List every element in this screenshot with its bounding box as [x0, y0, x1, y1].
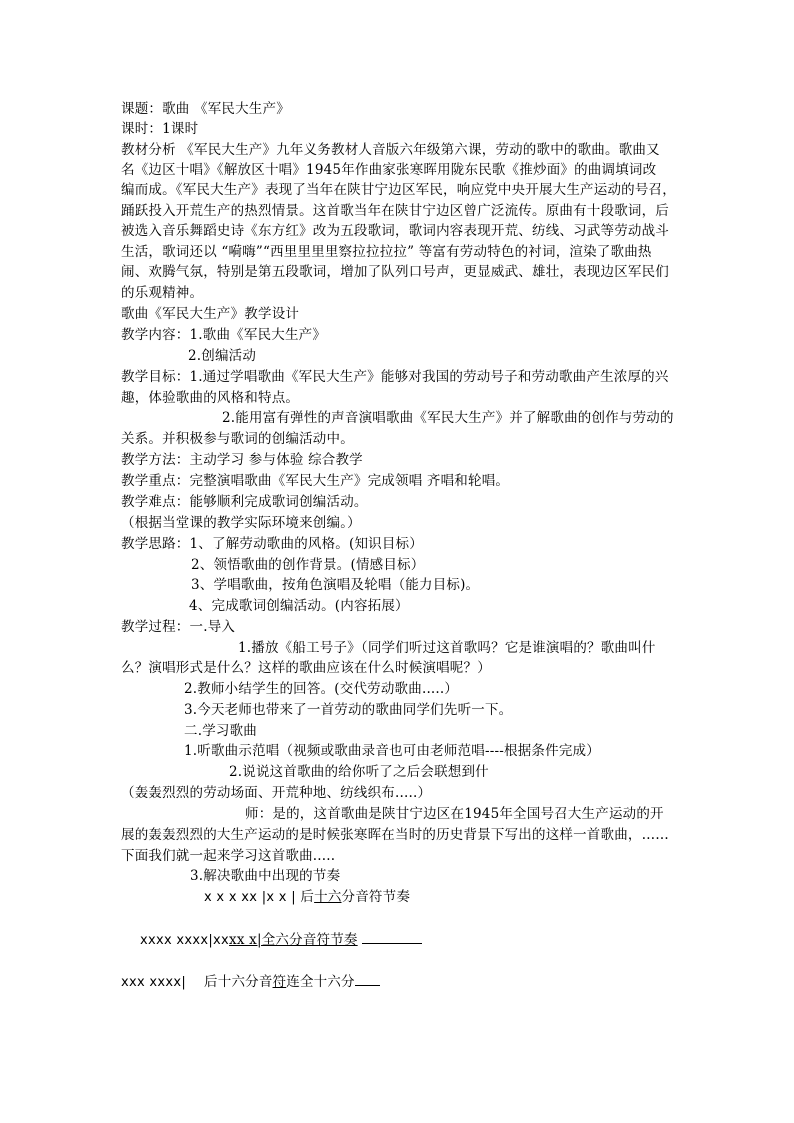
rhythm-label-underlined: 十六 — [314, 889, 342, 905]
process-line: 3.解决歌曲中出现的节奏 — [190, 868, 341, 884]
process-line: 3.今天老师也带来了一首劳动的歌曲同学们先听一下。 — [184, 702, 513, 718]
process-line: 下面我们就一起来学习这首歌曲..... — [121, 848, 336, 864]
rhythm-label: 连全十六分 — [286, 974, 355, 990]
process-line: 展的轰轰烈烈的大生产运动的是时候张寒晖在当时的历史背景下写出的这样一首歌曲，…… — [121, 827, 669, 843]
lesson-duration: 课时：1课时 — [121, 121, 199, 137]
difficulty-line: 教学难点：能够顺利完成歌词创编活动。 — [121, 494, 368, 510]
fill-in-blank — [355, 973, 380, 986]
process-line: 1.听歌曲示范唱（视频或歌曲录音也可由老师范唱----根据条件完成） — [184, 743, 600, 759]
goal-line: 2.能用富有弹性的声音演唱歌曲《军民大生产》并了解歌曲的创作与劳动的 — [222, 410, 674, 426]
approach-line: 4、完成歌词创编活动。(内容拓展） — [189, 598, 409, 614]
approach-line: 3、学唱歌曲，按角色演唱及轮唱（能力目标)。 — [191, 577, 480, 593]
process-line: 1.播放《船工号子》（同学们听过这首歌吗？它是谁演唱的？歌曲叫什 — [238, 640, 656, 656]
rhythm-line-2 — [140, 930, 422, 951]
design-heading: 歌曲《军民大生产》教学设计 — [121, 306, 300, 322]
approach-line: 2、领悟歌曲的创作背景。(情感目标） — [191, 557, 425, 573]
rhythm-label: 后 — [300, 889, 315, 905]
analysis-line: 被选入音乐舞蹈史诗《东方红》改为五段歌词，歌词内容表现开荒、纺线、习武等劳动战斗 — [121, 223, 669, 239]
rhythm-notes: x x x xx |x x | — [204, 890, 296, 905]
rhythm-label-underlined: 符 — [272, 974, 287, 990]
process-line: 师：是的，这首歌曲是陕甘宁边区在1945年全国号召大生产运动的开 — [245, 806, 664, 822]
process-line: 么？演唱形式是什么？这样的歌曲应该在什么时候演唱呢？） — [121, 660, 491, 676]
goal-line: 关系。并积极参与歌词的创编活动中。 — [121, 431, 354, 447]
rhythm-line-3 — [121, 972, 380, 993]
fill-in-blank — [362, 931, 422, 944]
method-line: 教学方法：主动学习 参与体验 综合教学 — [121, 452, 363, 468]
note-line: （根据当堂课的教学实际环境来创编。） — [121, 515, 361, 531]
goal-line: 教学目标：1.通过学唱歌曲《军民大生产》能够对我国的劳动号子和劳动歌曲产生浓厚的兴 — [121, 369, 669, 385]
process-line: 2.说说这首歌曲的给你听了之后会联想到什 — [229, 764, 489, 780]
analysis-line: 踊跃投入开荒生产的热烈情景。这首歌当年在陕甘宁边区曾广泛流传。原曲有十段歌词，后 — [121, 203, 669, 219]
analysis-line: 编而成。《军民大生产》表现了当年在陕甘宁边区军民，响应党中央开展大生产运动的号召， — [121, 182, 676, 198]
key-point-line: 教学重点：完整演唱歌曲《军民大生产》完成领唱 齐唱和轮唱。 — [121, 473, 510, 489]
content-line: 2.创编活动 — [188, 348, 257, 364]
process-line: （轰轰烈烈的劳动场面、开荒种地、纺线织布.....） — [121, 785, 432, 801]
process-line: 教学过程：一.导入 — [121, 619, 236, 635]
analysis-line: 生活，歌词还以 “嗬嗨”“西里里里里察拉拉拉拉” 等富有劳动特色的衬词，渲染了歌曲热 — [121, 244, 652, 260]
analysis-line: 名《边区十唱》《解放区十唱》1945年作曲家张寒晖用陇东民歌《推炒面》的曲调填词改 — [121, 162, 657, 178]
process-line: 2.教师小结学生的回答。(交代劳动歌曲.....） — [184, 681, 459, 697]
rhythm-label: 分音符节奏 — [341, 889, 411, 905]
process-line: 二.学习歌曲 — [184, 723, 257, 739]
lesson-title: 课题：歌曲 《军民大生产》 — [121, 101, 290, 117]
rhythm-label-underlined: xx x|全六分音符节奏 — [229, 932, 358, 948]
content-line: 教学内容：1.歌曲《军民大生产》 — [121, 327, 327, 343]
approach-line: 教学思路：1、了解劳动歌曲的风格。(知识目标） — [121, 536, 423, 552]
rhythm-notes: xxxx xxxx|xx — [140, 933, 230, 948]
analysis-line: 的乐观精神。 — [121, 285, 204, 301]
analysis-line: 教材分析 《军民大生产》九年义务教材人音版六年级第六课，劳动的歌中的歌曲。歌曲又 — [121, 142, 660, 158]
rhythm-line-1 — [204, 887, 410, 908]
rhythm-label: 后十六分音 — [204, 974, 273, 990]
goal-line: 趣，体验歌曲的风格和特点。 — [121, 390, 300, 406]
rhythm-notes: xxx xxxx| — [121, 975, 187, 990]
analysis-line: 闹、欢腾气氛，特别是第五段歌词，增加了队列口号声，更显威武、雄壮，表现边区军民们 — [121, 264, 669, 280]
